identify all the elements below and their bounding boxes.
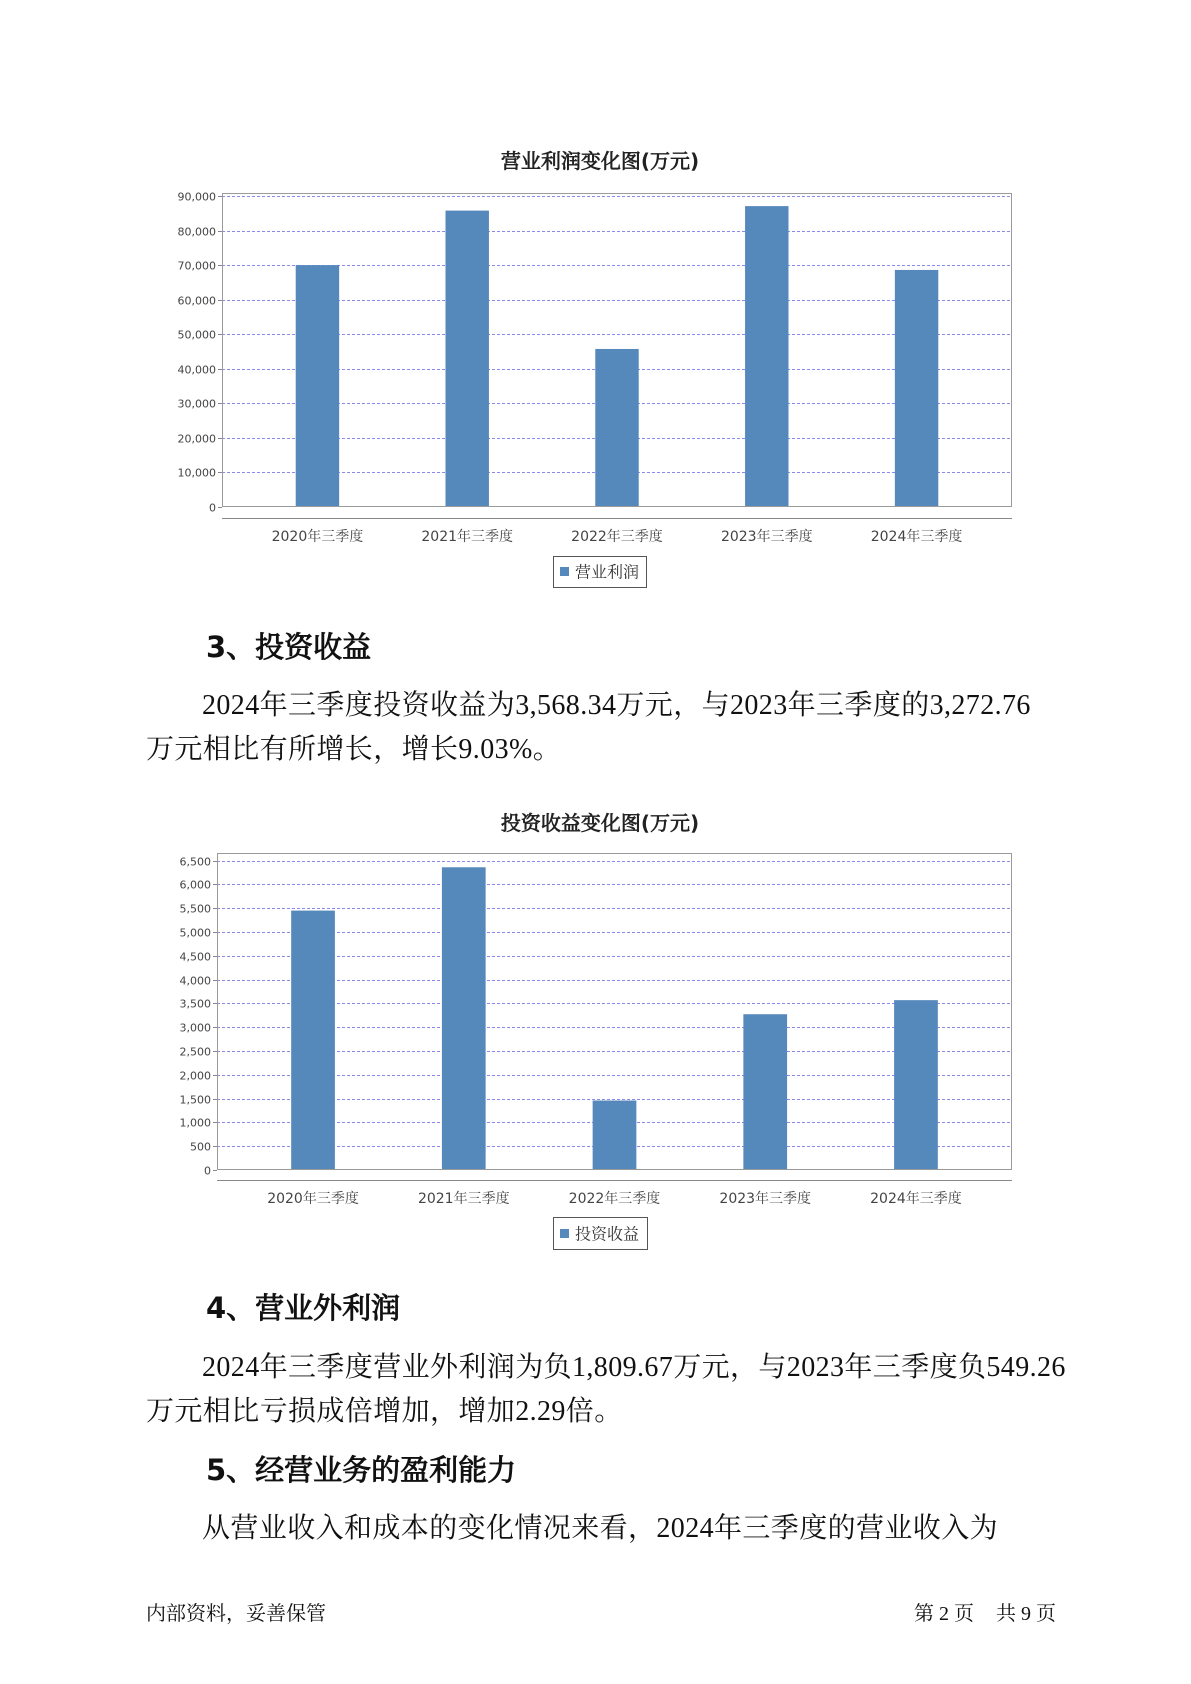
operating-profit-chart-title: 营业利润变化图(万元): [500, 149, 700, 173]
investment-income-y-tick-label: 4,000: [179, 974, 211, 988]
section-heading-profitability: 5、经营业务的盈利能力: [206, 1453, 517, 1487]
investment-income-y-tick-label: 6,000: [179, 878, 211, 892]
section-paragraph-profitability: [146, 1507, 998, 1551]
operating-profit-bar-3: [595, 349, 638, 507]
operating-profit-bar-2: [445, 211, 488, 507]
investment-income-bar-3: [593, 1101, 637, 1170]
investment-income-legend-swatch: [560, 1229, 569, 1238]
paragraph-line: 从营业收入和成本的变化情况来看，2024年三季度的营业收入为: [202, 1513, 999, 1544]
operating-profit-x-tick-label-4: 2023年三季度: [720, 529, 813, 545]
operating-profit-x-tick-label-1: 2020年三季度: [271, 529, 364, 545]
paragraph-line: 万元相比亏损成倍增加，增加2.29倍。: [146, 1396, 623, 1427]
investment-income-bar-2: [442, 867, 486, 1170]
operating-profit-chart: [0, 130, 1191, 610]
operating-profit-y-tick-label: 30,000: [177, 397, 216, 411]
investment-income-y-tick-label: 4,500: [179, 950, 211, 964]
operating-profit-bar-1: [296, 265, 339, 507]
footer-page-total: 共 9 页: [996, 1603, 1056, 1625]
investment-income-legend: [554, 1218, 648, 1250]
investment-income-y-tick-label: 2,500: [179, 1045, 211, 1059]
operating-profit-x-tick-label-2: 2021年三季度: [421, 529, 514, 545]
paragraph-line: 万元相比有所增长，增长9.03%。: [146, 734, 562, 765]
investment-income-y-tick-label: 5,000: [179, 926, 211, 940]
operating-profit-bar-4: [745, 206, 788, 507]
investment-income-y-tick-label: 2,000: [179, 1069, 211, 1083]
investment-income-chart-title: 投资收益变化图(万元): [500, 811, 700, 835]
investment-income-chart: [0, 800, 1191, 1260]
footer-page-current: 第 2 页: [914, 1603, 974, 1625]
operating-profit-x-tick-label-5: 2024年三季度: [870, 529, 963, 545]
footer-page-number: [914, 1599, 1056, 1629]
investment-income-x-tick-label-1: 2020年三季度: [267, 1191, 359, 1207]
investment-income-x-tick-label-2: 2021年三季度: [417, 1191, 510, 1207]
investment-income-x-tick-label-3: 2022年三季度: [568, 1191, 661, 1207]
paragraph-line: 2024年三季度营业外利润为负1,809.67万元，与2023年三季度负549.26: [202, 1352, 1066, 1383]
section-paragraph-investment-income: [146, 684, 1031, 772]
operating-profit-legend: [554, 557, 647, 588]
investment-income-bar-1: [291, 911, 335, 1170]
paragraph-line: 2024年三季度投资收益为3,568.34万元，与2023年三季度的3,272.76: [202, 690, 1031, 721]
investment-income-y-tick-label: 0: [204, 1164, 211, 1178]
investment-income-y-tick-label: 1,500: [179, 1093, 211, 1107]
section-heading-non-operating-profit: 4、营业外利润: [206, 1291, 401, 1325]
investment-income-y-tick-label: 3,000: [179, 1021, 211, 1035]
operating-profit-bar-5: [895, 270, 938, 507]
operating-profit-y-tick-label: 10,000: [177, 466, 216, 480]
investment-income-legend-label: 投资收益: [575, 1224, 640, 1244]
investment-income-y-tick-label: 5,500: [179, 902, 211, 916]
investment-income-bar-5: [894, 1000, 938, 1170]
section-paragraph-non-operating-profit: [146, 1346, 1066, 1434]
investment-income-x-tick-label-4: 2023年三季度: [719, 1191, 812, 1207]
operating-profit-x-tick-label-3: 2022年三季度: [571, 529, 663, 545]
investment-income-y-tick-label: 1,000: [179, 1116, 211, 1130]
operating-profit-legend-swatch: [560, 567, 569, 576]
investment-income-bar-4: [743, 1014, 787, 1170]
footer-confidential-note: 内部资料，妥善保管: [146, 1603, 326, 1625]
investment-income-x-tick-label-5: 2024年三季度: [870, 1191, 962, 1207]
operating-profit-legend-label: 营业利润: [575, 562, 640, 582]
operating-profit-y-tick-label: 40,000: [177, 363, 216, 377]
operating-profit-y-tick-label: 20,000: [177, 432, 216, 446]
investment-income-y-tick-label: 3,500: [179, 997, 211, 1011]
operating-profit-y-tick-label: 90,000: [177, 190, 216, 204]
operating-profit-y-tick-label: 50,000: [177, 328, 216, 342]
section-heading-investment-income: 3、投资收益: [206, 630, 372, 664]
operating-profit-y-tick-label: 0: [209, 501, 216, 515]
investment-income-y-tick-label: 500: [190, 1140, 211, 1154]
operating-profit-y-tick-label: 80,000: [177, 225, 216, 239]
operating-profit-plot: [178, 191, 1013, 546]
operating-profit-y-tick-label: 60,000: [177, 294, 216, 308]
operating-profit-y-tick-label: 70,000: [177, 259, 216, 273]
investment-income-plot: [180, 853, 1013, 1207]
investment-income-y-tick-label: 6,500: [179, 855, 211, 869]
